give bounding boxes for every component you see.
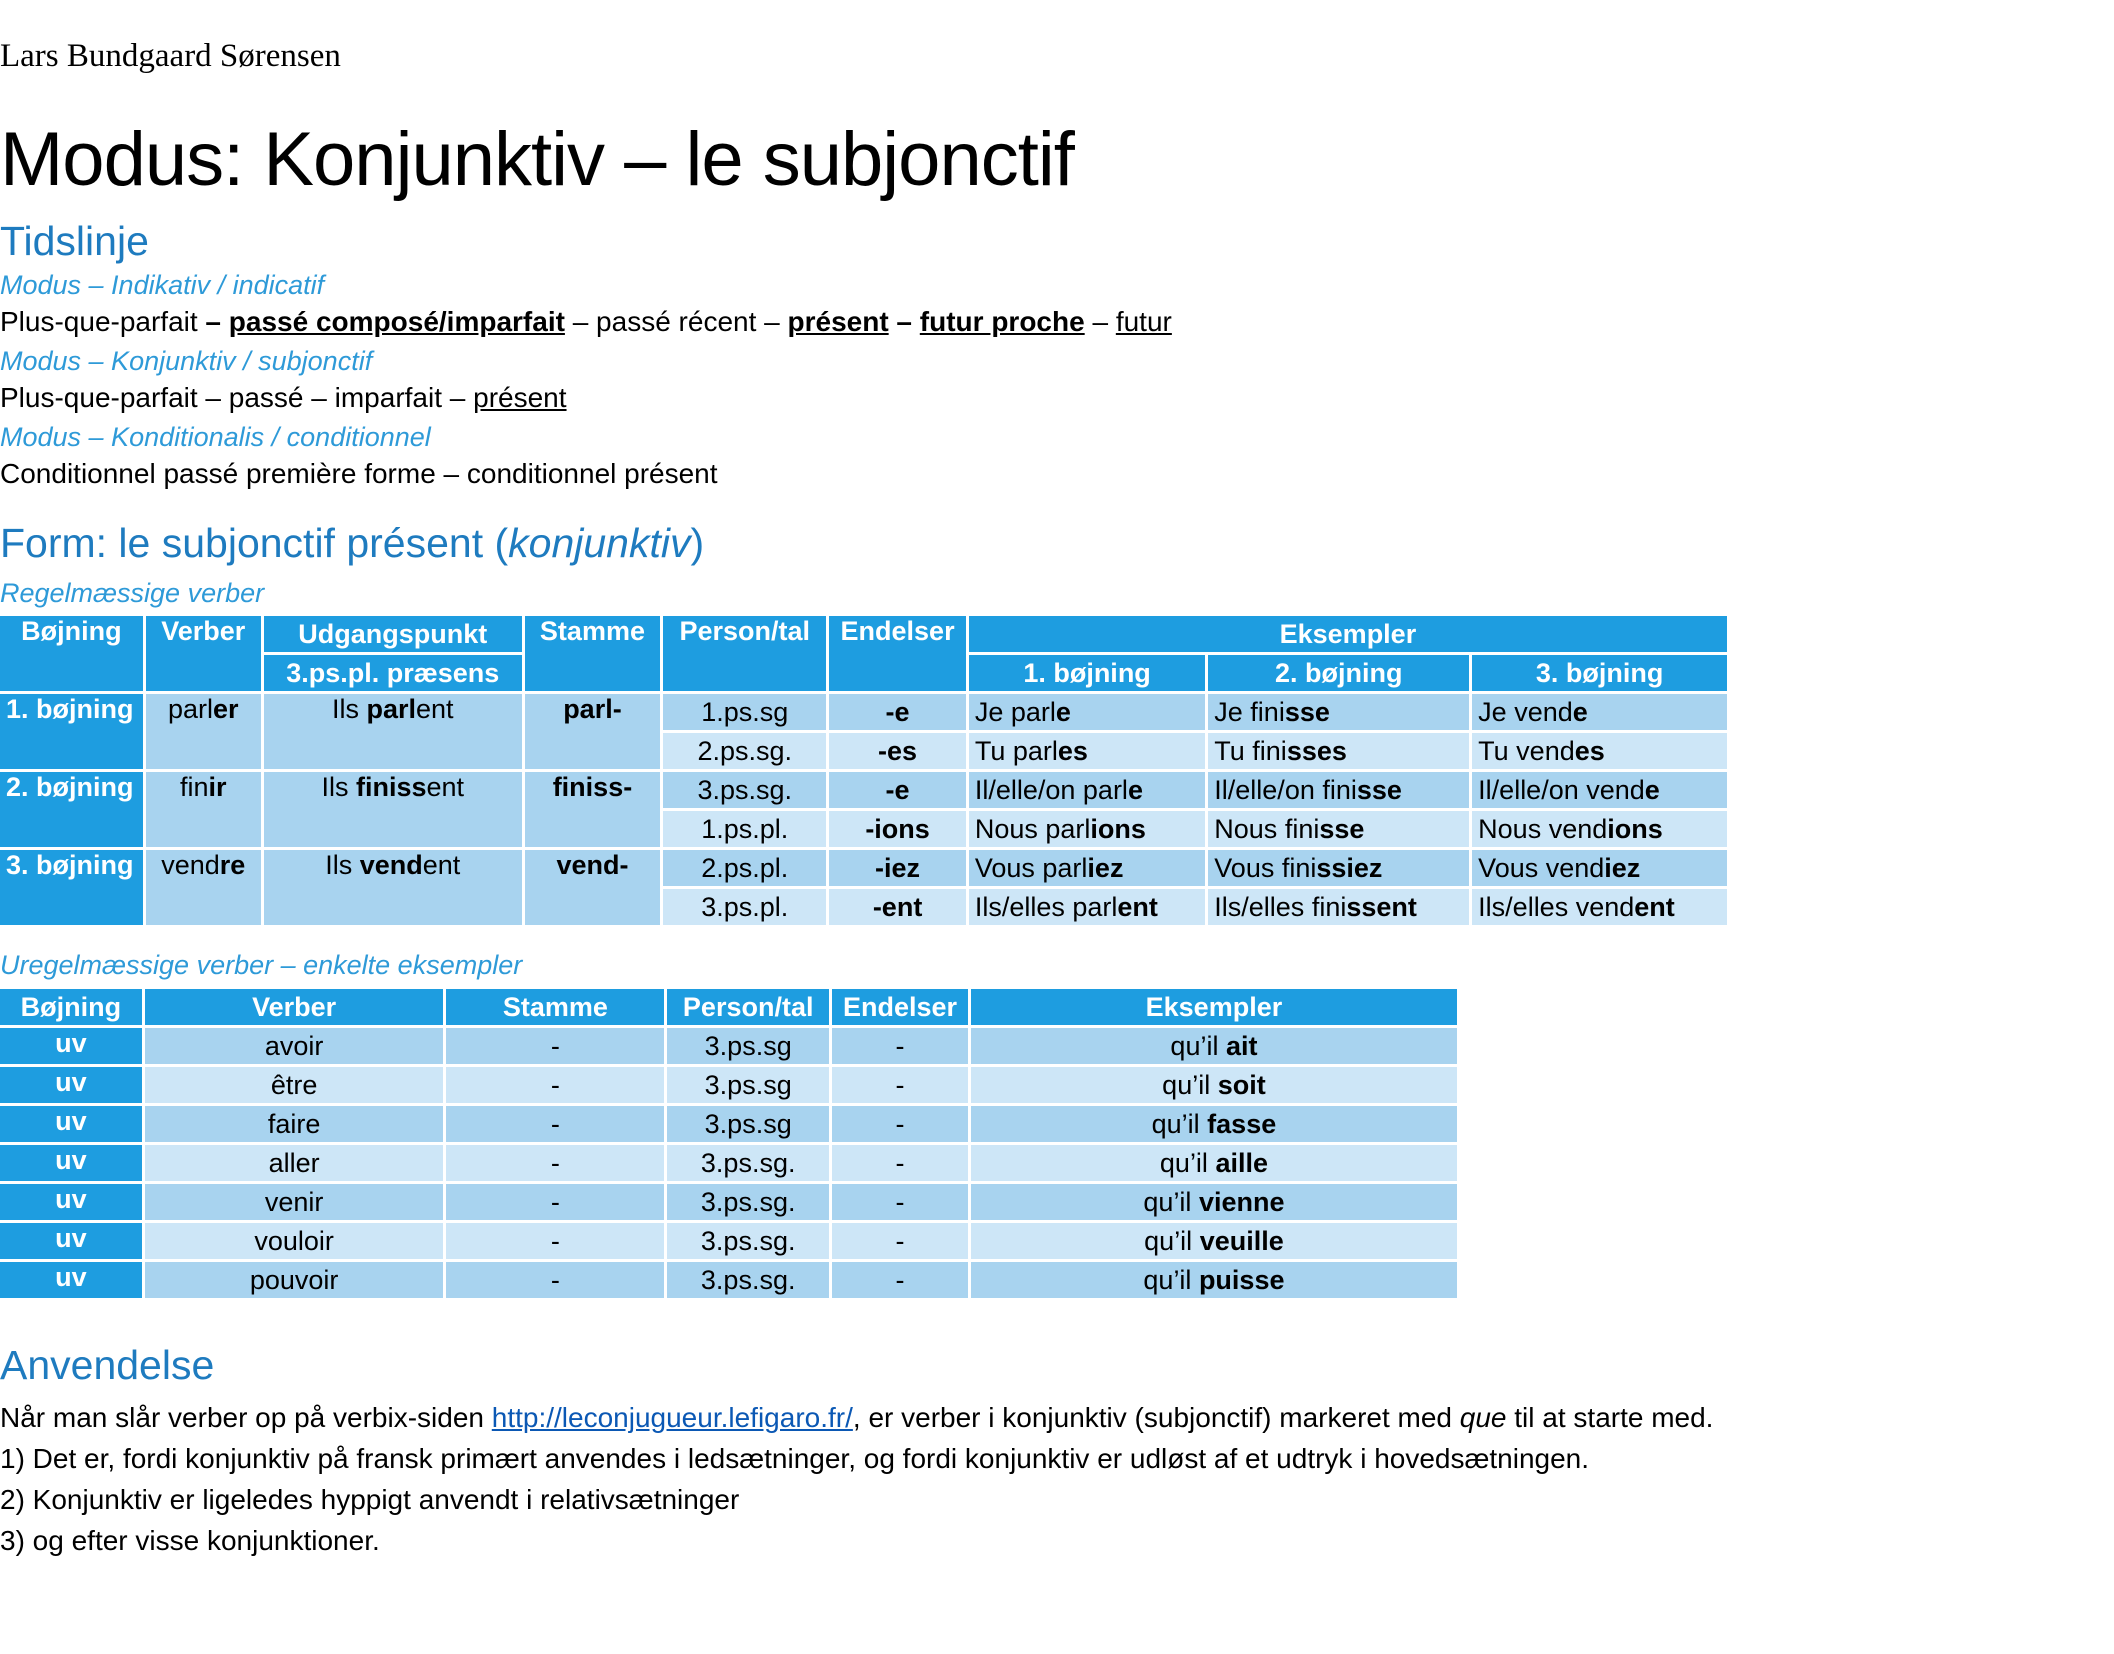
col-udgangspunkt-sub: 3.ps.pl. præsens xyxy=(264,655,522,691)
example-base: Nous parl xyxy=(974,813,1091,844)
verb-cell: vouloir xyxy=(145,1223,444,1259)
verb-ending: er xyxy=(213,694,239,724)
col-ex-2: 2. bøjning xyxy=(1208,655,1469,691)
table-row xyxy=(0,772,1727,808)
ending-cell: - xyxy=(832,1262,968,1298)
ending-cell xyxy=(829,772,966,808)
person-cell: 3.ps.sg. xyxy=(667,1223,829,1259)
example-cell-1 xyxy=(969,733,1205,769)
tense-futur-proche: futur proche xyxy=(919,306,1085,337)
col-verber: Verber xyxy=(145,989,444,1025)
label-konditionalis: Modus – Konditionalis / conditionnel xyxy=(0,422,431,452)
irregular-verbs-table xyxy=(0,986,1460,1301)
verb-cell: venir xyxy=(145,1184,444,1220)
label-irregular: Uregelmæssige verber – enkelte eksempler xyxy=(0,950,523,980)
stem: parl xyxy=(366,694,416,724)
pronoun: Ils xyxy=(321,772,356,802)
col-person: Person/tal xyxy=(667,989,829,1025)
verb-stem: parl xyxy=(167,694,213,724)
person-cell: 3.ps.pl. xyxy=(663,889,826,925)
regular-verbs-table xyxy=(0,613,1730,928)
table-row xyxy=(0,1145,1457,1181)
leconjugueur-link[interactable]: http://leconjugueur.lefigaro.fr/ xyxy=(491,1402,853,1433)
bojning-cell: uv xyxy=(0,1262,142,1298)
heading-form xyxy=(0,520,704,567)
anvendelse-item-3: 3) og efter visse konjunktioner. xyxy=(0,1525,380,1556)
col-endelser: Endelser xyxy=(832,989,968,1025)
col-verber: Verber xyxy=(146,616,261,691)
que-word: que xyxy=(1459,1402,1507,1433)
example-cell-1 xyxy=(969,694,1205,730)
example-base: Ils/elles vend xyxy=(1478,891,1635,922)
example-base: Il/elle/on fini xyxy=(1214,774,1357,805)
ending: -ent xyxy=(872,891,923,922)
ending-cell: - xyxy=(832,1184,968,1220)
udgangspunkt-cell xyxy=(264,850,522,925)
example-base: Tu vend xyxy=(1478,735,1575,766)
example-ending: es xyxy=(1574,735,1605,766)
verb-cell: pouvoir xyxy=(145,1262,444,1298)
example-base: Vous fini xyxy=(1214,852,1317,883)
col-person: Person/tal xyxy=(663,616,826,691)
example-cell-2 xyxy=(1208,811,1469,847)
example-ending: iez xyxy=(1087,852,1124,883)
ending-cell: - xyxy=(832,1106,968,1142)
stamme-cell: - xyxy=(446,1145,664,1181)
pronoun: Ils xyxy=(331,694,367,724)
table-row xyxy=(0,850,1727,886)
example-ending: ssent xyxy=(1346,891,1417,922)
col-udgangspunkt: Udgangspunkt xyxy=(264,616,522,652)
example-base: Je fini xyxy=(1214,696,1285,727)
udgangspunkt-cell xyxy=(264,694,522,769)
example-cell-2 xyxy=(1208,850,1469,886)
ending-cell: - xyxy=(832,1028,968,1064)
example-ending: ssiez xyxy=(1316,852,1383,883)
example-cell-2 xyxy=(1208,772,1469,808)
verb-cell xyxy=(146,694,261,769)
conjugation-label: 3. bøjning xyxy=(0,850,143,925)
example-pronoun: qu’il xyxy=(1162,1069,1218,1100)
example-ending: es xyxy=(1057,735,1088,766)
stamme: finiss- xyxy=(552,772,633,802)
person-cell: 1.ps.sg xyxy=(663,694,826,730)
person-cell: 2.ps.pl. xyxy=(663,850,826,886)
stamme-cell: - xyxy=(446,1028,664,1064)
person-cell: 3.ps.sg. xyxy=(667,1145,829,1181)
ending-cell xyxy=(829,733,966,769)
heading-tidslinje: Tidslinje xyxy=(0,218,149,264)
verb-cell xyxy=(146,850,261,925)
ending: ent xyxy=(416,694,454,724)
example-pronoun: qu’il xyxy=(1144,1225,1200,1256)
verb-cell: faire xyxy=(145,1106,444,1142)
stamme-cell xyxy=(525,772,661,847)
ending-cell: - xyxy=(832,1145,968,1181)
stamme-cell: - xyxy=(446,1262,664,1298)
ending: ent xyxy=(426,772,465,802)
stamme-cell: - xyxy=(446,1106,664,1142)
author-name: Lars Bundgaard Sørensen xyxy=(0,38,341,74)
label-regular: Regelmæssige verber xyxy=(0,578,265,608)
example-base: Je vend xyxy=(1478,696,1573,727)
conjugation-label: 1. bøjning xyxy=(0,694,143,769)
tenses: Plus-que-parfait – passé – imparfait – xyxy=(0,382,474,413)
tense-present: présent xyxy=(473,382,567,413)
ending: -es xyxy=(878,735,918,766)
intro-text: Når man slår verber op på verbix-siden xyxy=(0,1402,492,1433)
example-ending: e xyxy=(1644,774,1660,805)
example-ending: sse xyxy=(1319,813,1365,844)
label-konjunktiv: Modus – Konjunktiv / subjonctif xyxy=(0,346,373,376)
page-title: Modus: Konjunktiv – le subjonctif xyxy=(0,117,1074,202)
anvendelse-intro xyxy=(0,1402,1713,1434)
ending-cell xyxy=(829,811,966,847)
irregular-table-body xyxy=(0,1028,1457,1298)
col-stamme: Stamme xyxy=(525,616,661,691)
table-header-row xyxy=(0,989,1457,1025)
example-cell xyxy=(971,1106,1457,1142)
example-cell-3 xyxy=(1472,733,1727,769)
verb-cell: avoir xyxy=(145,1028,444,1064)
example-form: fasse xyxy=(1207,1108,1277,1139)
bojning-cell: uv xyxy=(0,1184,142,1220)
example-ending: ent xyxy=(1117,891,1158,922)
example-form: puisse xyxy=(1198,1264,1285,1295)
ending: -ions xyxy=(865,813,930,844)
bojning-cell: uv xyxy=(0,1067,142,1103)
example-pronoun: qu’il xyxy=(1159,1147,1216,1178)
stamme-cell xyxy=(525,694,661,769)
verb-cell: aller xyxy=(145,1145,444,1181)
example-cell-1 xyxy=(969,811,1205,847)
example-base: Ils/elles parl xyxy=(974,891,1118,922)
person-cell: 3.ps.sg xyxy=(667,1106,829,1142)
indikativ-timeline xyxy=(0,306,1172,338)
ending: -e xyxy=(885,774,910,805)
person-cell: 2.ps.sg. xyxy=(663,733,826,769)
intro-text: til at starte med. xyxy=(1506,1402,1714,1433)
example-ending: sses xyxy=(1286,735,1347,766)
example-cell xyxy=(971,1028,1457,1064)
stamme-cell: - xyxy=(446,1184,664,1220)
stem: finiss xyxy=(355,772,427,802)
example-base: Ils/elles fini xyxy=(1214,891,1347,922)
verb-cell xyxy=(146,772,261,847)
example-cell-2 xyxy=(1208,889,1469,925)
verb-stem: fin xyxy=(179,772,209,802)
example-cell-3 xyxy=(1472,811,1727,847)
example-form: veuille xyxy=(1199,1225,1284,1256)
verb-stem: vend xyxy=(161,850,220,880)
stamme: parl- xyxy=(563,694,622,724)
dash: – xyxy=(888,306,920,337)
ending: -e xyxy=(885,696,910,727)
ending: -iez xyxy=(875,852,921,883)
tense-passe-compose: passé composé/imparfait xyxy=(228,306,565,337)
example-cell-3 xyxy=(1472,889,1727,925)
example-cell xyxy=(971,1223,1457,1259)
verb-cell: être xyxy=(145,1067,444,1103)
example-ending: ions xyxy=(1090,813,1146,844)
example-pronoun: qu’il xyxy=(1170,1030,1226,1061)
conjugation-label: 2. bøjning xyxy=(0,772,143,847)
example-base: Nous fini xyxy=(1214,813,1320,844)
example-pronoun: qu’il xyxy=(1143,1186,1199,1217)
col-bojning: Bøjning xyxy=(0,989,142,1025)
bojning-cell: uv xyxy=(0,1145,142,1181)
example-pronoun: qu’il xyxy=(1151,1108,1208,1139)
stamme-cell: - xyxy=(446,1067,664,1103)
anvendelse-item-1: 1) Det er, fordi konjunktiv på fransk primært anvendes i ledsætninger, og fordi konjunktiv er udløst af et udtryk i hovedsætningen. xyxy=(0,1443,1590,1474)
example-base: Nous vend xyxy=(1478,813,1608,844)
col-ex-3: 3. bøjning xyxy=(1472,655,1727,691)
tense-present: présent xyxy=(787,306,889,337)
bojning-cell: uv xyxy=(0,1028,142,1064)
person-cell: 3.ps.sg xyxy=(667,1028,829,1064)
konjunktiv-timeline xyxy=(0,382,567,414)
table-row xyxy=(0,694,1727,730)
konditionalis-timeline: Conditionnel passé première forme – conditionnel présent xyxy=(0,458,718,489)
ending-cell: - xyxy=(832,1223,968,1259)
example-ending: ent xyxy=(1634,891,1675,922)
tense-passe-recent: – passé récent – xyxy=(564,306,788,337)
ending-cell xyxy=(829,694,966,730)
example-ending: e xyxy=(1127,774,1143,805)
example-cell-1 xyxy=(969,850,1205,886)
example-base: Tu parl xyxy=(974,735,1058,766)
table-row xyxy=(0,1067,1457,1103)
example-cell-3 xyxy=(1472,850,1727,886)
example-cell-2 xyxy=(1208,694,1469,730)
stamme-cell: - xyxy=(446,1223,664,1259)
example-cell xyxy=(971,1262,1457,1298)
example-form: soit xyxy=(1217,1069,1266,1100)
col-endelser: Endelser xyxy=(829,616,966,691)
example-ending: sse xyxy=(1284,696,1330,727)
person-cell: 3.ps.sg. xyxy=(667,1262,829,1298)
person-cell: 3.ps.sg. xyxy=(667,1184,829,1220)
person-cell: 3.ps.sg xyxy=(667,1067,829,1103)
example-base: Vous vend xyxy=(1478,852,1605,883)
example-pronoun: qu’il xyxy=(1143,1264,1199,1295)
col-eksempler: Eksempler xyxy=(971,989,1457,1025)
example-cell xyxy=(971,1145,1457,1181)
verb-ending: re xyxy=(219,850,246,880)
table-row xyxy=(0,1223,1457,1259)
bojning-cell: uv xyxy=(0,1106,142,1142)
example-cell xyxy=(971,1184,1457,1220)
dash: – xyxy=(1084,306,1116,337)
example-ending: e xyxy=(1055,696,1071,727)
label-indikativ: Modus – Indikativ / indicatif xyxy=(0,270,325,300)
example-ending: ions xyxy=(1607,813,1663,844)
person-cell: 1.ps.pl. xyxy=(663,811,826,847)
example-cell-1 xyxy=(969,889,1205,925)
table-header-row xyxy=(0,616,1727,652)
example-form: vienne xyxy=(1198,1186,1285,1217)
stamme-cell xyxy=(525,850,661,925)
example-form: ait xyxy=(1225,1030,1258,1061)
col-eksempler: Eksempler xyxy=(969,616,1727,652)
stem: vend xyxy=(359,850,423,880)
example-ending: iez xyxy=(1604,852,1641,883)
example-base: Il/elle/on parl xyxy=(974,774,1128,805)
col-stamme: Stamme xyxy=(446,989,664,1025)
table-row xyxy=(0,1028,1457,1064)
tense-plusqueparfait: Plus-que-parfait xyxy=(0,306,198,337)
example-cell-3 xyxy=(1472,772,1727,808)
heading-form-suffix: ) xyxy=(690,520,705,566)
ending-cell xyxy=(829,850,966,886)
col-ex-1: 1. bøjning xyxy=(969,655,1205,691)
ending-cell xyxy=(829,889,966,925)
example-cell xyxy=(971,1067,1457,1103)
example-base: Vous parl xyxy=(974,852,1088,883)
example-cell-3 xyxy=(1472,694,1727,730)
table-row xyxy=(0,1106,1457,1142)
dash: – xyxy=(197,306,229,337)
example-base: Il/elle/on vend xyxy=(1478,774,1645,805)
intro-text: , er verber i konjunktiv (subjonctif) markeret med xyxy=(852,1402,1460,1433)
ending-cell: - xyxy=(832,1067,968,1103)
example-base: Tu fini xyxy=(1214,735,1287,766)
anvendelse-item-2: 2) Konjunktiv er ligeledes hyppigt anvendt i relativsætninger xyxy=(0,1484,740,1515)
example-cell-1 xyxy=(969,772,1205,808)
example-base: Je parl xyxy=(974,696,1056,727)
example-ending: sse xyxy=(1356,774,1402,805)
bojning-cell: uv xyxy=(0,1223,142,1259)
udgangspunkt-cell xyxy=(264,772,522,847)
example-ending: e xyxy=(1572,696,1588,727)
table-row xyxy=(0,1184,1457,1220)
example-form: aille xyxy=(1215,1147,1268,1178)
col-bojning: Bøjning xyxy=(0,616,143,691)
heading-form-prefix: Form: le subjonctif présent ( xyxy=(0,520,509,566)
ending: ent xyxy=(422,850,461,880)
table-row xyxy=(0,1262,1457,1298)
verb-ending: ir xyxy=(208,772,227,802)
heading-anvendelse: Anvendelse xyxy=(0,1342,215,1388)
tense-futur: futur xyxy=(1115,306,1172,337)
pronoun: Ils xyxy=(325,850,360,880)
heading-form-italic: konjunktiv xyxy=(508,520,691,566)
regular-table-body xyxy=(0,694,1727,925)
example-cell-2 xyxy=(1208,733,1469,769)
person-cell: 3.ps.sg. xyxy=(663,772,826,808)
stamme: vend- xyxy=(556,850,629,880)
